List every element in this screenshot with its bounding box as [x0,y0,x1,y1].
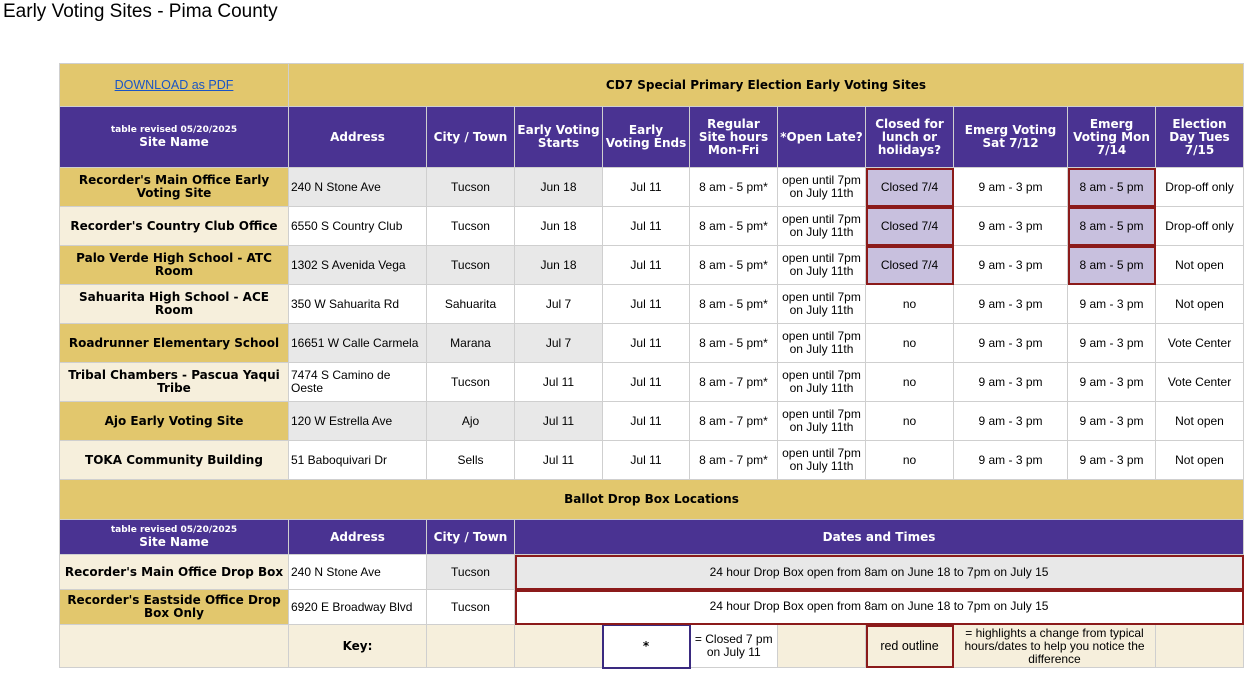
header-address: Address [289,107,427,168]
header-ev-ends: Early Voting Ends [603,107,690,168]
site-name: TOKA Community Building [60,441,289,480]
dropbox-header-site-name [60,520,289,555]
dropbox-revised-note: table revised 05/20/2025 [110,525,238,535]
site-closed: Closed 7/4 [866,246,954,285]
site-hours: 8 am - 7 pm* [690,441,778,480]
site-emerg-mon: 8 am - 5 pm [1068,207,1156,246]
site-emerg-sat: 9 am - 3 pm [954,441,1068,480]
site-city: Ajo [427,402,515,441]
site-ev-end: Jul 11 [603,441,690,480]
dropbox-row [60,590,1244,625]
site-ev-start: Jul 11 [515,363,603,402]
site-hours: 8 am - 5 pm* [690,207,778,246]
header-emerg-mon: Emerg Voting Mon 7/14 [1068,107,1156,168]
site-hours: 8 am - 5 pm* [690,324,778,363]
dropbox-site-name-label: Site Name [139,535,209,549]
site-address: 240 N Stone Ave [289,168,427,207]
site-row [60,441,1244,480]
dropbox-row [60,555,1244,590]
site-closed: Closed 7/4 [866,207,954,246]
dropbox-address: 240 N Stone Ave [289,555,427,590]
dropbox-city: Tucson [427,590,515,625]
site-election-day: Vote Center [1156,363,1244,402]
dropbox-city: Tucson [427,555,515,590]
site-address: 51 Baboquivari Dr [289,441,427,480]
key-red-outline-desc: = highlights a change from typical hours/dates to help you notice the difference [954,625,1156,668]
site-open-late: open until 7pm on July 11th [778,402,866,441]
site-election-day: Not open [1156,441,1244,480]
dropbox-dates: 24 hour Drop Box open from 8am on June 18 to 7pm on July 15 [515,555,1244,590]
site-hours: 8 am - 7 pm* [690,363,778,402]
site-address: 1302 S Avenida Vega [289,246,427,285]
voting-sites-table [59,63,1244,669]
site-closed: no [866,441,954,480]
header-ev-starts: Early Voting Starts [515,107,603,168]
key-empty-cell [60,625,289,668]
site-ev-start: Jun 18 [515,246,603,285]
site-emerg-mon: 9 am - 3 pm [1068,363,1156,402]
site-row [60,402,1244,441]
site-emerg-mon: 9 am - 3 pm [1068,324,1156,363]
site-closed: no [866,285,954,324]
dropbox-header-city: City / Town [427,520,515,555]
header-election-day: Election Day Tues 7/15 [1156,107,1244,168]
dropbox-title: Ballot Drop Box Locations [60,480,1244,520]
key-empty-cell [427,625,515,668]
site-emerg-sat: 9 am - 3 pm [954,285,1068,324]
site-city: Tucson [427,207,515,246]
site-name: Tribal Chambers - Pascua Yaqui Tribe [60,363,289,402]
download-pdf-link[interactable]: DOWNLOAD as PDF [114,77,234,92]
site-open-late: open until 7pm on July 11th [778,207,866,246]
site-ev-start: Jul 11 [515,441,603,480]
site-name: Ajo Early Voting Site [60,402,289,441]
site-address: 120 W Estrella Ave [289,402,427,441]
key-empty-cell [515,625,603,668]
dropbox-site-name: Recorder's Eastside Office Drop Box Only [60,590,289,625]
site-closed: Closed 7/4 [866,168,954,207]
header-site-name [60,107,289,168]
site-open-late: open until 7pm on July 11th [778,363,866,402]
site-city: Tucson [427,168,515,207]
site-name: Palo Verde High School - ATC Room [60,246,289,285]
site-row [60,168,1244,207]
site-name: Sahuarita High School - ACE Room [60,285,289,324]
site-ev-end: Jul 11 [603,168,690,207]
site-emerg-mon: 8 am - 5 pm [1068,168,1156,207]
site-row [60,285,1244,324]
site-election-day: Drop-off only [1156,207,1244,246]
site-election-day: Not open [1156,285,1244,324]
key-asterisk-desc: = Closed 7 pm on July 11 [690,625,778,668]
site-election-day: Vote Center [1156,324,1244,363]
page-title: Early Voting Sites - Pima County [3,1,278,22]
site-address: 6550 S Country Club [289,207,427,246]
site-address: 350 W Sahuarita Rd [289,285,427,324]
revised-note: table revised 05/20/2025 [110,125,238,135]
header-emerg-sat: Emerg Voting Sat 7/12 [954,107,1068,168]
site-name: Roadrunner Elementary School [60,324,289,363]
site-emerg-mon: 9 am - 3 pm [1068,285,1156,324]
key-empty-cell [1156,625,1244,668]
site-hours: 8 am - 7 pm* [690,402,778,441]
site-ev-start: Jul 7 [515,285,603,324]
header-regular-hours: Regular Site hours Mon-Fri [690,107,778,168]
site-ev-end: Jul 11 [603,402,690,441]
site-ev-start: Jul 11 [515,402,603,441]
site-ev-start: Jun 18 [515,168,603,207]
site-row [60,324,1244,363]
site-emerg-sat: 9 am - 3 pm [954,402,1068,441]
site-ev-end: Jul 11 [603,285,690,324]
key-asterisk: * [603,625,690,668]
site-closed: no [866,363,954,402]
site-election-day: Drop-off only [1156,168,1244,207]
key-empty-cell [778,625,866,668]
site-address: 7474 S Camino de Oeste [289,363,427,402]
site-city: Sells [427,441,515,480]
site-ev-start: Jul 7 [515,324,603,363]
site-city: Tucson [427,246,515,285]
site-name: Recorder's Main Office Early Voting Site [60,168,289,207]
site-name-label: Site Name [139,135,209,149]
site-ev-end: Jul 11 [603,207,690,246]
site-emerg-sat: 9 am - 3 pm [954,324,1068,363]
site-row [60,363,1244,402]
site-emerg-sat: 9 am - 3 pm [954,168,1068,207]
site-open-late: open until 7pm on July 11th [778,324,866,363]
site-city: Marana [427,324,515,363]
dropbox-site-name: Recorder's Main Office Drop Box [60,555,289,590]
dropbox-address: 6920 E Broadway Blvd [289,590,427,625]
site-row [60,207,1244,246]
dropbox-header-address: Address [289,520,427,555]
site-hours: 8 am - 5 pm* [690,285,778,324]
site-emerg-mon: 8 am - 5 pm [1068,246,1156,285]
header-city: City / Town [427,107,515,168]
site-address: 16651 W Calle Carmela [289,324,427,363]
site-emerg-sat: 9 am - 3 pm [954,207,1068,246]
site-hours: 8 am - 5 pm* [690,168,778,207]
site-row [60,246,1244,285]
site-emerg-mon: 9 am - 3 pm [1068,441,1156,480]
site-emerg-sat: 9 am - 3 pm [954,363,1068,402]
site-city: Tucson [427,363,515,402]
key-row [60,625,1244,668]
site-election-day: Not open [1156,246,1244,285]
site-open-late: open until 7pm on July 11th [778,441,866,480]
site-city: Sahuarita [427,285,515,324]
download-cell [60,64,289,107]
site-open-late: open until 7pm on July 11th [778,285,866,324]
site-election-day: Not open [1156,402,1244,441]
dropbox-dates: 24 hour Drop Box open from 8am on June 18 to 7pm on July 15 [515,590,1244,625]
site-emerg-sat: 9 am - 3 pm [954,246,1068,285]
site-ev-end: Jul 11 [603,246,690,285]
site-hours: 8 am - 5 pm* [690,246,778,285]
site-ev-start: Jun 18 [515,207,603,246]
site-ev-end: Jul 11 [603,324,690,363]
site-name: Recorder's Country Club Office [60,207,289,246]
header-closed: Closed for lunch or holidays? [866,107,954,168]
main-title: CD7 Special Primary Election Early Voting Sites [289,64,1244,107]
site-ev-end: Jul 11 [603,363,690,402]
site-emerg-mon: 9 am - 3 pm [1068,402,1156,441]
header-open-late: *Open Late? [778,107,866,168]
key-red-outline: red outline [866,625,954,668]
site-closed: no [866,402,954,441]
site-closed: no [866,324,954,363]
dropbox-header-dates: Dates and Times [515,520,1244,555]
site-open-late: open until 7pm on July 11th [778,246,866,285]
key-label: Key: [289,625,427,668]
site-open-late: open until 7pm on July 11th [778,168,866,207]
